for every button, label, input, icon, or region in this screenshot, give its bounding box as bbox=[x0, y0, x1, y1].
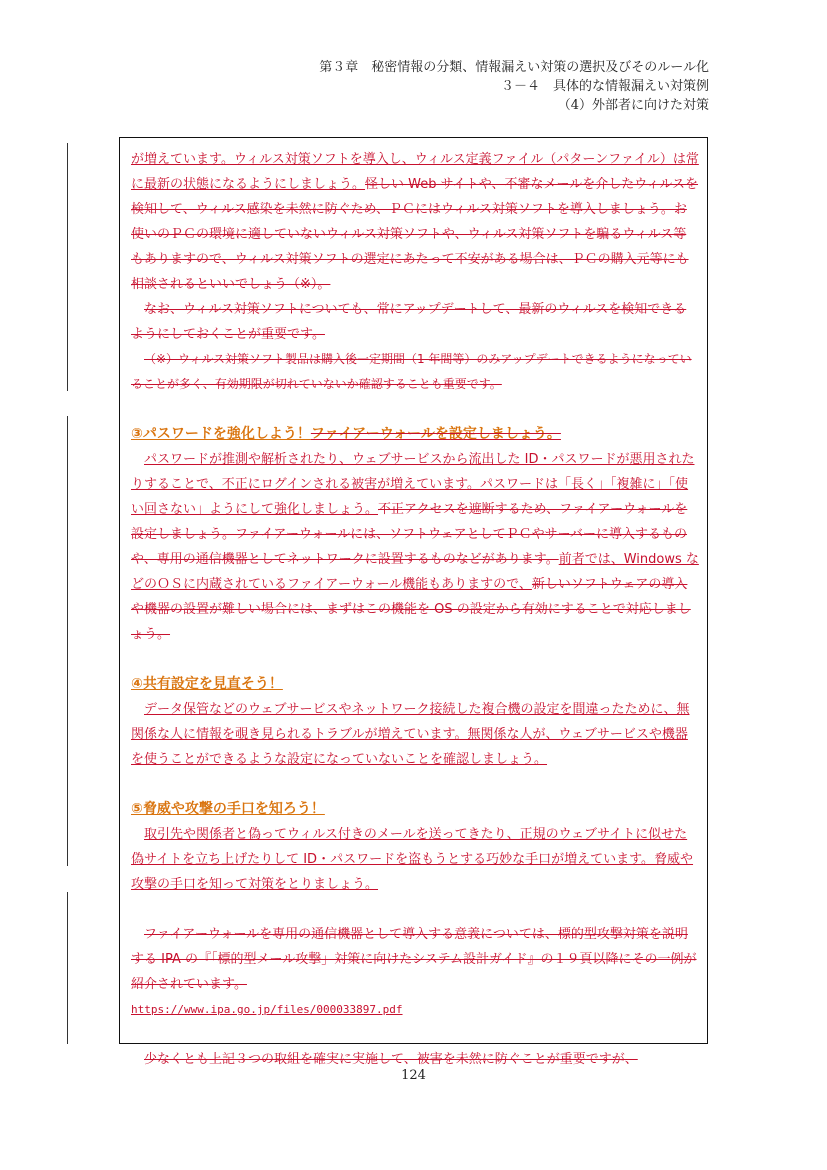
deleted-text: 不正アクセスを遮断するため、ファイアーウォールを設定しましょう。ファイアーウォールには、ソフトウェアとしてＰＣやサーバーに導入するものや、専用の通信機器としてネットワークに設置するものなどがあります。 bbox=[131, 502, 688, 567]
password-paragraph bbox=[131, 447, 699, 647]
section-heading-sharing: ④共有設定を見直そう！ bbox=[131, 676, 283, 692]
heading-text: ③パスワードを強化しよう！ bbox=[131, 426, 311, 442]
sharing-paragraph bbox=[131, 697, 699, 772]
closing-paragraph: 少なくとも上記３つの取組を確実に実施して、被害を未然に防ぐことが重要ですが、 bbox=[144, 1052, 638, 1067]
change-bar bbox=[67, 416, 68, 866]
section-heading-password bbox=[131, 422, 699, 447]
threats-paragraph bbox=[131, 822, 699, 897]
deleted-text: 怪しい Web サイトや、不審なメールを介したウィルスを検知して、ウィルス感染を未然に防ぐため、ＰＣにはウィルス対策ソフトを導入しましょう。お使いのＰＣの環境に適していないウィルス対策ソフトや、ウィルス対策ソフトを騙るウィルス等もありますので、ウィルス対策ソフトの選定にあたって不安がある場合は、ＰＣの購入元等にも相談されるといいでしょう（※）。 bbox=[131, 177, 699, 292]
header-chapter: 第３章 秘密情報の分類、情報漏えい対策の選択及びそのルール化 bbox=[319, 60, 709, 75]
inserted-text: 前者では、Windows などのＯＳに内蔵されているファイアーウォール機能もありますので、 bbox=[131, 552, 699, 592]
page-number: 124 bbox=[401, 1068, 426, 1083]
inserted-text: が増えています。ウィルス対策ソフトを導入し、ウィルス定義ファイル（パターンファイル）は常に最新の状態になるようにしましょう。 bbox=[131, 152, 699, 192]
inserted-text: データ保管などのウェブサービスやネットワーク接続した複合機の設定を間違ったために、無関係な人に情報を覗き見られるトラブルが増えています。無関係な人が、ウェブサービスや機器を使うことができるような設定になっていないことを確認しましょう。 bbox=[131, 702, 690, 767]
running-header bbox=[319, 58, 709, 115]
inserted-text: 取引先や関係者と偽ってウィルス付きのメールを送ってきたり、正規のウェブサイトに似せた偽サイトを立ち上げたりして ID・パスワードを盗もうとする巧妙な手口が増えています。脅威や攻撃の手口を知って対策をとりましょう。 bbox=[131, 827, 694, 892]
change-bar bbox=[67, 892, 68, 1044]
header-subsection: （4）外部者に向けた対策 bbox=[557, 98, 709, 113]
inserted-text: パスワードが推測や解析されたり、ウェブサービスから流出した ID・パスワードが悪用されたりすることで、不正にログインされる被害が増えています。パスワードは「長く」「複雑に」「使い回さない」ようにして強化しましょう。 bbox=[131, 452, 695, 517]
change-bar bbox=[67, 143, 68, 391]
deleted-heading-text: ファイアーウォールを設定しましょう。 bbox=[310, 426, 561, 442]
antivirus-update-paragraph: なお、ウィルス対策ソフトについても、常にアップデートして、最新のウィルスを検知できるようにしておくことが重要です。 bbox=[131, 302, 687, 342]
section-heading-threats: ⑤脅威や攻撃の手口を知ろう！ bbox=[131, 801, 325, 817]
antivirus-paragraph bbox=[131, 147, 699, 297]
frame-content bbox=[131, 147, 699, 1072]
deleted-text: 新しいソフトウェアの導入や機器の設置が難しい場合には、まずはこの機能を OS の設定から有効にすることで対応しましょう。 bbox=[131, 577, 691, 642]
antivirus-note: （※）ウィルス対策ソフト製品は購入後一定期間（1 年間等）のみアップデートできるようになっていることが多く、有効期限が切れていないか確認することも重要です。 bbox=[131, 352, 692, 391]
header-section: ３－４ 具体的な情報漏えい対策例 bbox=[500, 79, 709, 94]
content-frame bbox=[119, 137, 708, 1067]
ipa-guide-link[interactable]: https://www.ipa.go.jp/files/000033897.pdf bbox=[131, 1003, 403, 1016]
ipa-link-line bbox=[131, 997, 699, 1022]
firewall-reference-paragraph: ファイアーウォールを専用の通信機器として導入する意義については、標的型攻撃対策を説明する IPA の『「標的型メール攻撃」対策に向けたシステム設計ガイド』の１９頁以降にその一例が紹介されています。 bbox=[131, 927, 697, 992]
